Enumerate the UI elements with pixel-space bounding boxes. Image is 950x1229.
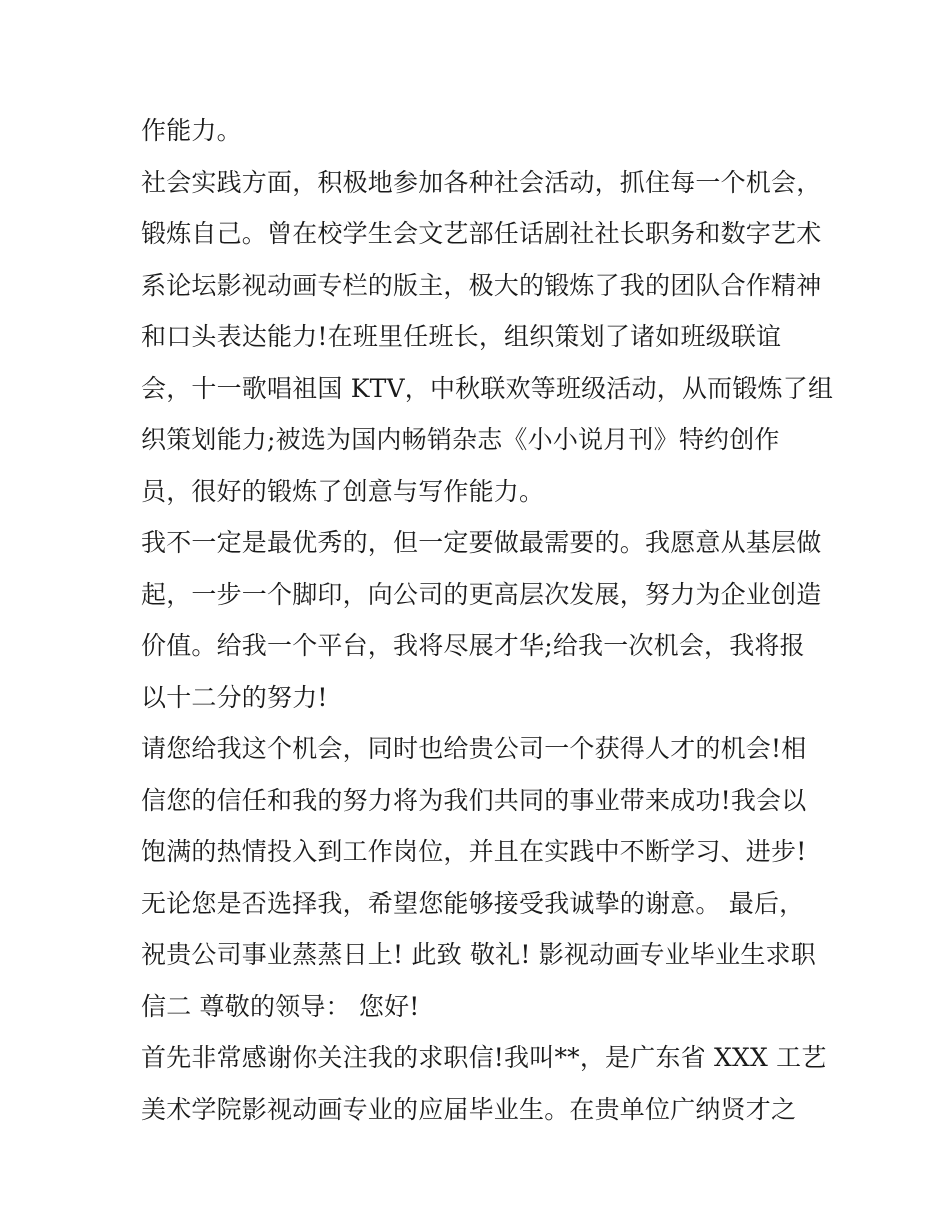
body-text bbox=[141, 105, 834, 1135]
text-line: 起，一步一个脚印，向公司的更高层次发展，努力为企业创造 bbox=[141, 579, 822, 609]
text-line: 信您的信任和我的努力将为我们共同的事业带来成功!我会以 bbox=[141, 785, 807, 815]
text-line: 信二 尊敬的领导： 您好! bbox=[141, 991, 420, 1021]
text-line: 美术学院影视动画专业的应届毕业生。在贵单位广纳贤才之 bbox=[141, 1094, 797, 1124]
text-line: 我不一定是最优秀的，但一定要做最需要的。我愿意从基层做 bbox=[141, 528, 822, 557]
text-line: 祝贵公司事业蒸蒸日上! 此致 敬礼! 影视动画专业毕业生求职 bbox=[141, 940, 816, 969]
text-line: 和口头表达能力!在班里任班长，组织策划了诸如班级联谊 bbox=[141, 322, 782, 351]
text-line: 锻炼自己。曾在校学生会文艺部任话剧社社长职务和数字艺术 bbox=[141, 219, 822, 248]
text-line: 首先非常感谢你关注我的求职信!我叫**，是广东省 XXX 工艺 bbox=[141, 1043, 827, 1072]
text-line: 员，很好的锻炼了创意与写作能力。 bbox=[141, 476, 545, 506]
text-line: 系论坛影视动画专栏的版主，极大的锻炼了我的团队合作精神 bbox=[141, 270, 822, 300]
text-line: 请您给我这个机会，同时也给贵公司一个获得人才的机会!相 bbox=[141, 734, 807, 763]
text-line: 饱满的热情投入到工作岗位，并且在实践中不断学习、进步! bbox=[141, 837, 807, 866]
text-line: 无论您是否选择我，希望您能够接受我诚挚的谢意。 最后， bbox=[141, 888, 805, 918]
text-line: 以十二分的努力! bbox=[141, 682, 328, 712]
text-line: 作能力。 bbox=[141, 116, 242, 145]
text-line: 会，十一歌唱祖国 KTV，中秋联欢等班级活动，从而锻炼了组 bbox=[141, 373, 834, 403]
text-line: 价值。给我一个平台，我将尽展才华;给我一次机会，我将报 bbox=[141, 631, 805, 660]
text-line: 社会实践方面，积极地参加各种社会活动，抓住每一个机会， bbox=[141, 167, 822, 197]
text-line: 织策划能力;被选为国内畅销杂志《小小说月刊》特约创作 bbox=[141, 425, 780, 454]
